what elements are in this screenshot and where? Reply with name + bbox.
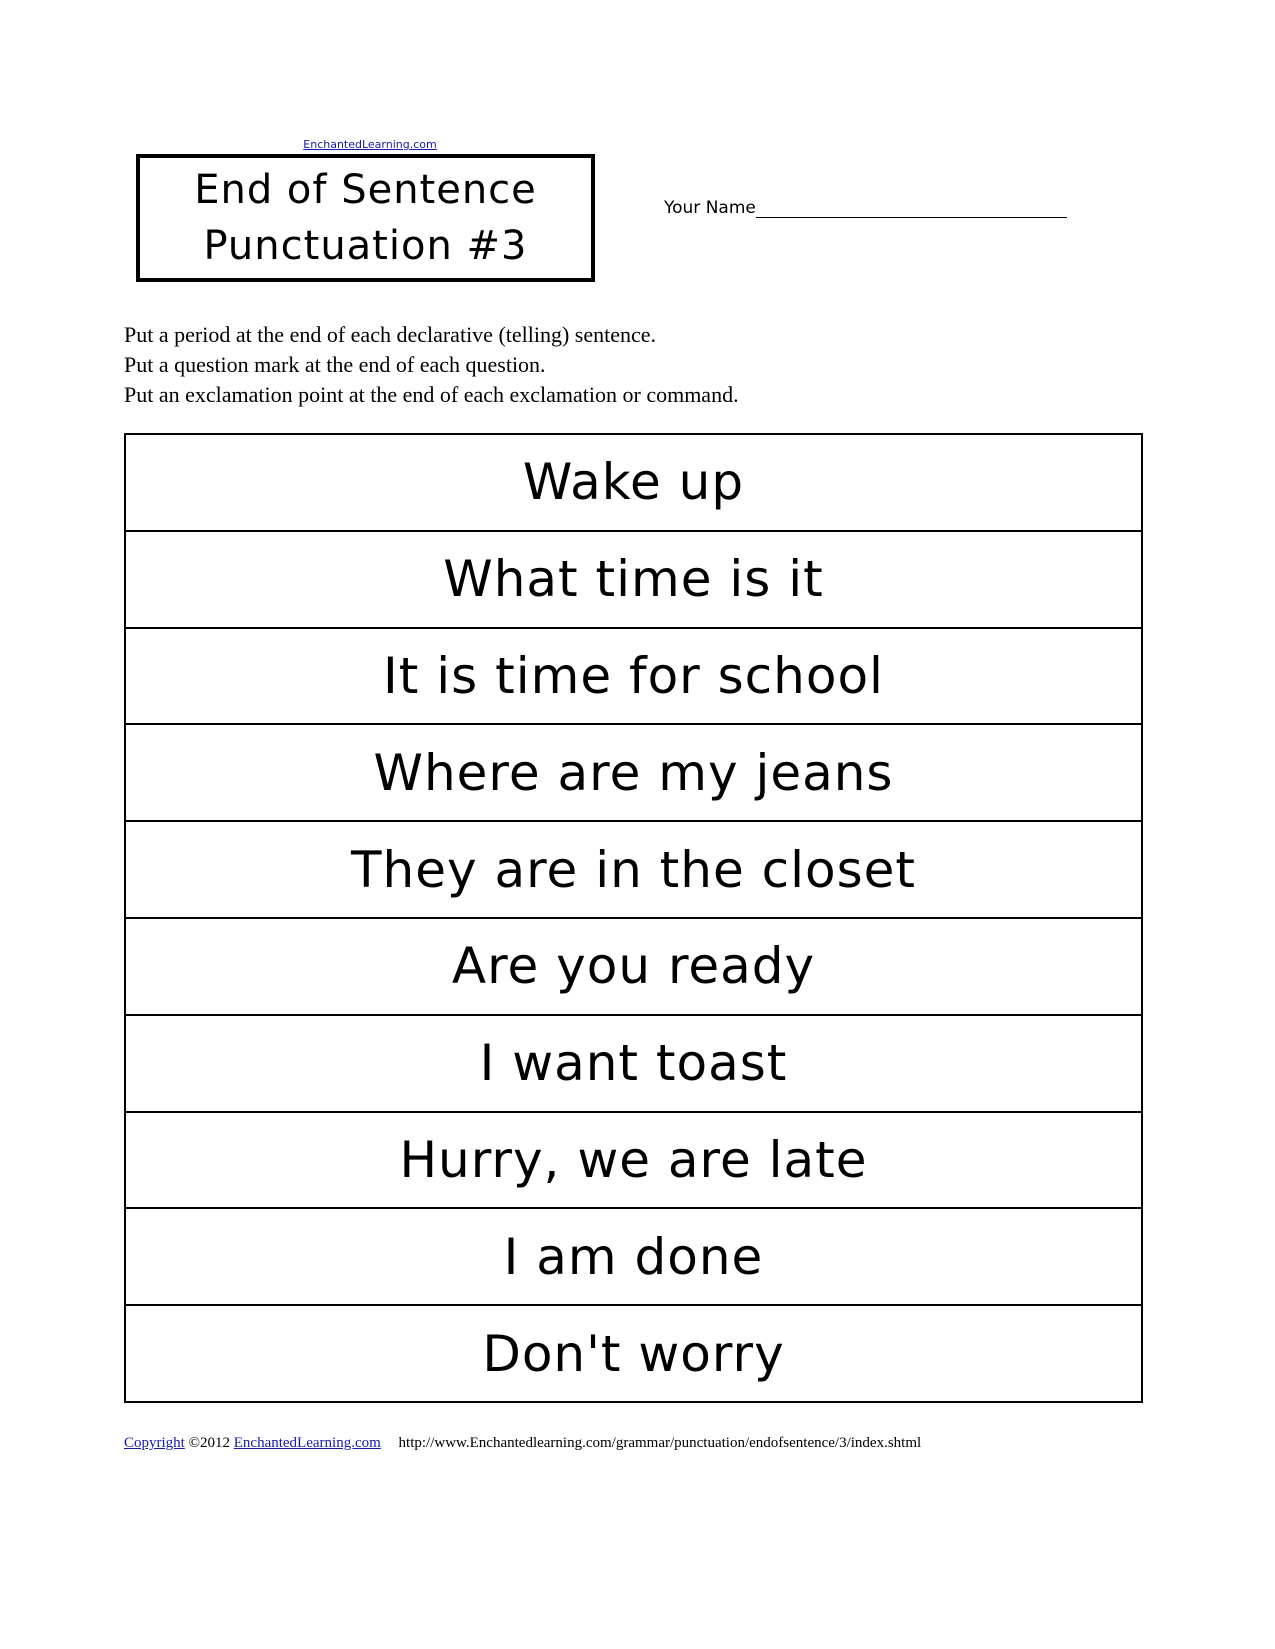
page-url: http://www.Enchantedlearning.com/grammar/punctuation/endofsentence/3/index.shtml [398,1435,922,1451]
site-link-top[interactable]: EnchantedLearning.com [303,138,437,151]
sentence-row: Wake up [126,435,1141,532]
name-blank-line[interactable] [756,199,1067,218]
title-box [136,154,595,282]
title-line-1: End of Sentence [194,167,537,213]
instructions [124,320,739,410]
sentence-row: Are you ready [126,919,1141,1016]
name-label: Your Name [664,198,756,218]
sentence-row: Hurry, we are late [126,1113,1141,1210]
copyright-link[interactable]: Copyright [124,1435,185,1451]
instruction-period: Put a period at the end of each declarative (telling) sentence. [124,322,657,347]
title-line-2: Punctuation #3 [203,223,528,269]
instruction-question: Put a question mark at the end of each question. [124,352,546,377]
instruction-exclamation: Put an exclamation point at the end of each exclamation or command. [124,382,739,407]
sentence-row: Where are my jeans [126,725,1141,822]
copyright-year: ©2012 [188,1435,230,1451]
sentence-row: It is time for school [126,629,1141,726]
sentence-row: I am done [126,1209,1141,1306]
footer [124,1435,921,1452]
sentence-row: I want toast [126,1016,1141,1113]
sentence-table [124,433,1143,1403]
sentence-row: They are in the closet [126,822,1141,919]
footer-site-link[interactable]: EnchantedLearning.com [233,1435,381,1451]
name-field [664,198,1067,218]
sentence-row: Don't worry [482,1324,785,1383]
sentence-row: What time is it [126,532,1141,629]
